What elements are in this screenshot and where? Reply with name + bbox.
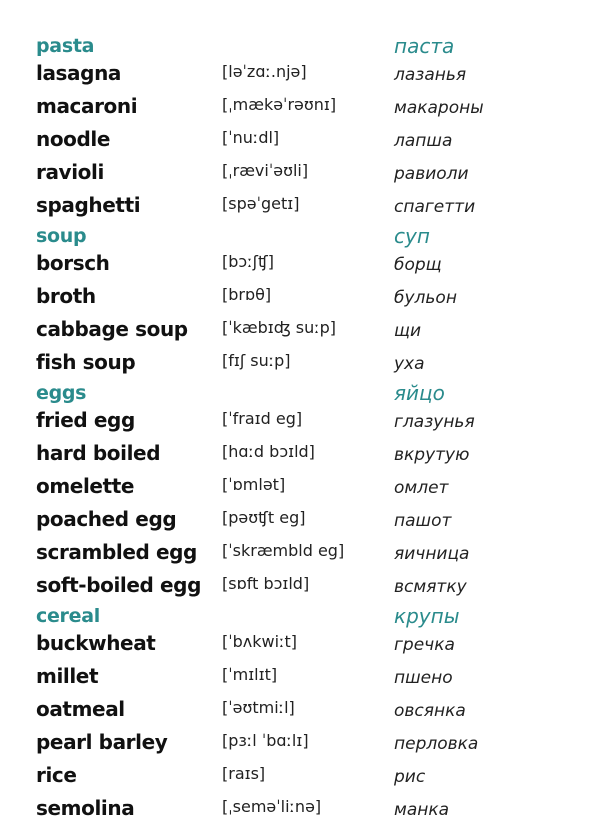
section-title-en: cereal: [36, 605, 100, 627]
transcription: [sɒft bɔɪld]: [222, 574, 310, 593]
russian-translation: овсянка: [394, 701, 466, 721]
vocab-row: [36, 439, 556, 472]
russian-translation: спагетти: [394, 197, 476, 217]
english-word: fried egg: [36, 408, 135, 432]
vocab-row: [36, 282, 556, 315]
vocab-row: [36, 571, 556, 604]
transcription: [ˌmækəˈrəʊnɪ]: [222, 95, 337, 114]
transcription: [hɑːd bɔɪld]: [222, 442, 315, 461]
transcription: [ˈbʌkwiːt]: [222, 632, 297, 651]
vocabulary-sheet: [36, 34, 556, 827]
transcription: [ˈɒmlət]: [222, 475, 286, 494]
english-word: macaroni: [36, 94, 138, 118]
vocab-row: [36, 761, 556, 794]
transcription: [brɒθ]: [222, 285, 272, 304]
transcription: [ˈfraɪd eg]: [222, 409, 303, 428]
russian-translation: глазунья: [394, 412, 475, 432]
english-word: ravioli: [36, 160, 104, 184]
russian-translation: пшено: [394, 668, 453, 688]
russian-translation: равиоли: [394, 164, 469, 184]
russian-translation: манка: [394, 800, 450, 820]
transcription: [raɪs]: [222, 764, 266, 783]
english-word: lasagna: [36, 61, 122, 85]
section-title-ru: крупы: [394, 604, 460, 628]
section-header: [36, 604, 556, 629]
russian-translation: макароны: [394, 98, 484, 118]
russian-translation: гречка: [394, 635, 455, 655]
russian-translation: вкрутую: [394, 445, 470, 465]
english-word: poached egg: [36, 507, 177, 531]
vocab-row: [36, 662, 556, 695]
english-word: pearl barley: [36, 730, 168, 754]
english-word: millet: [36, 664, 99, 688]
russian-translation: омлет: [394, 478, 449, 498]
section-header: [36, 34, 556, 59]
transcription: [spəˈgetɪ]: [222, 194, 300, 213]
vocab-row: [36, 695, 556, 728]
section-title-ru: паста: [394, 34, 455, 58]
section-title-en: soup: [36, 225, 87, 247]
english-word: soft-boiled egg: [36, 573, 202, 597]
transcription: [pɜːl ˈbɑːlɪ]: [222, 731, 309, 750]
russian-translation: лапша: [394, 131, 453, 151]
english-word: rice: [36, 763, 77, 787]
english-word: noodle: [36, 127, 111, 151]
vocab-row: [36, 505, 556, 538]
vocab-row: [36, 728, 556, 761]
transcription: [ˈnuːdl]: [222, 128, 280, 147]
vocab-row: [36, 191, 556, 224]
vocab-row: [36, 92, 556, 125]
russian-translation: уха: [394, 354, 425, 374]
russian-translation: пашот: [394, 511, 452, 531]
vocab-row: [36, 794, 556, 827]
vocab-row: [36, 472, 556, 505]
transcription: [fɪʃ suːp]: [222, 351, 291, 370]
russian-translation: лазанья: [394, 65, 467, 85]
english-word: semolina: [36, 796, 135, 820]
transcription: [ˈkæbɪʤ suːp]: [222, 318, 336, 337]
english-word: cabbage soup: [36, 317, 188, 341]
vocab-row: [36, 315, 556, 348]
russian-translation: борщ: [394, 255, 442, 275]
english-word: oatmeal: [36, 697, 125, 721]
section-cereal: [36, 604, 556, 827]
transcription: [ləˈzɑː.njə]: [222, 62, 307, 81]
vocab-row: [36, 406, 556, 439]
russian-translation: яичница: [394, 544, 470, 564]
english-word: scrambled egg: [36, 540, 197, 564]
transcription: [ˌræviˈəʊli]: [222, 161, 309, 180]
english-word: spaghetti: [36, 193, 141, 217]
vocab-row: [36, 158, 556, 191]
section-title-ru: суп: [394, 224, 430, 248]
russian-translation: щи: [394, 321, 422, 341]
vocab-row: [36, 629, 556, 662]
section-soup: [36, 224, 556, 381]
section-header: [36, 381, 556, 406]
transcription: [ˈskræmbld eg]: [222, 541, 345, 560]
vocab-row: [36, 125, 556, 158]
transcription: [pəʊʧt eg]: [222, 508, 306, 527]
section-header: [36, 224, 556, 249]
transcription: [bɔːʃʧ]: [222, 252, 274, 271]
russian-translation: всмятку: [394, 577, 467, 597]
english-word: buckwheat: [36, 631, 156, 655]
transcription: [ˌseməˈliːnə]: [222, 797, 322, 816]
vocab-row: [36, 538, 556, 571]
russian-translation: перловка: [394, 734, 479, 754]
russian-translation: бульон: [394, 288, 457, 308]
section-pasta: [36, 34, 556, 224]
section-eggs: [36, 381, 556, 604]
russian-translation: рис: [394, 767, 426, 787]
section-title-en: pasta: [36, 35, 95, 57]
transcription: [ˈmɪlɪt]: [222, 665, 278, 684]
english-word: borsch: [36, 251, 110, 275]
section-title-ru: яйцо: [394, 381, 445, 405]
transcription: [ˈəʊtmiːl]: [222, 698, 295, 717]
section-title-en: eggs: [36, 382, 87, 404]
english-word: hard boiled: [36, 441, 161, 465]
english-word: fish soup: [36, 350, 136, 374]
vocab-row: [36, 249, 556, 282]
vocab-row: [36, 348, 556, 381]
vocab-row: [36, 59, 556, 92]
english-word: omelette: [36, 474, 135, 498]
english-word: broth: [36, 284, 96, 308]
